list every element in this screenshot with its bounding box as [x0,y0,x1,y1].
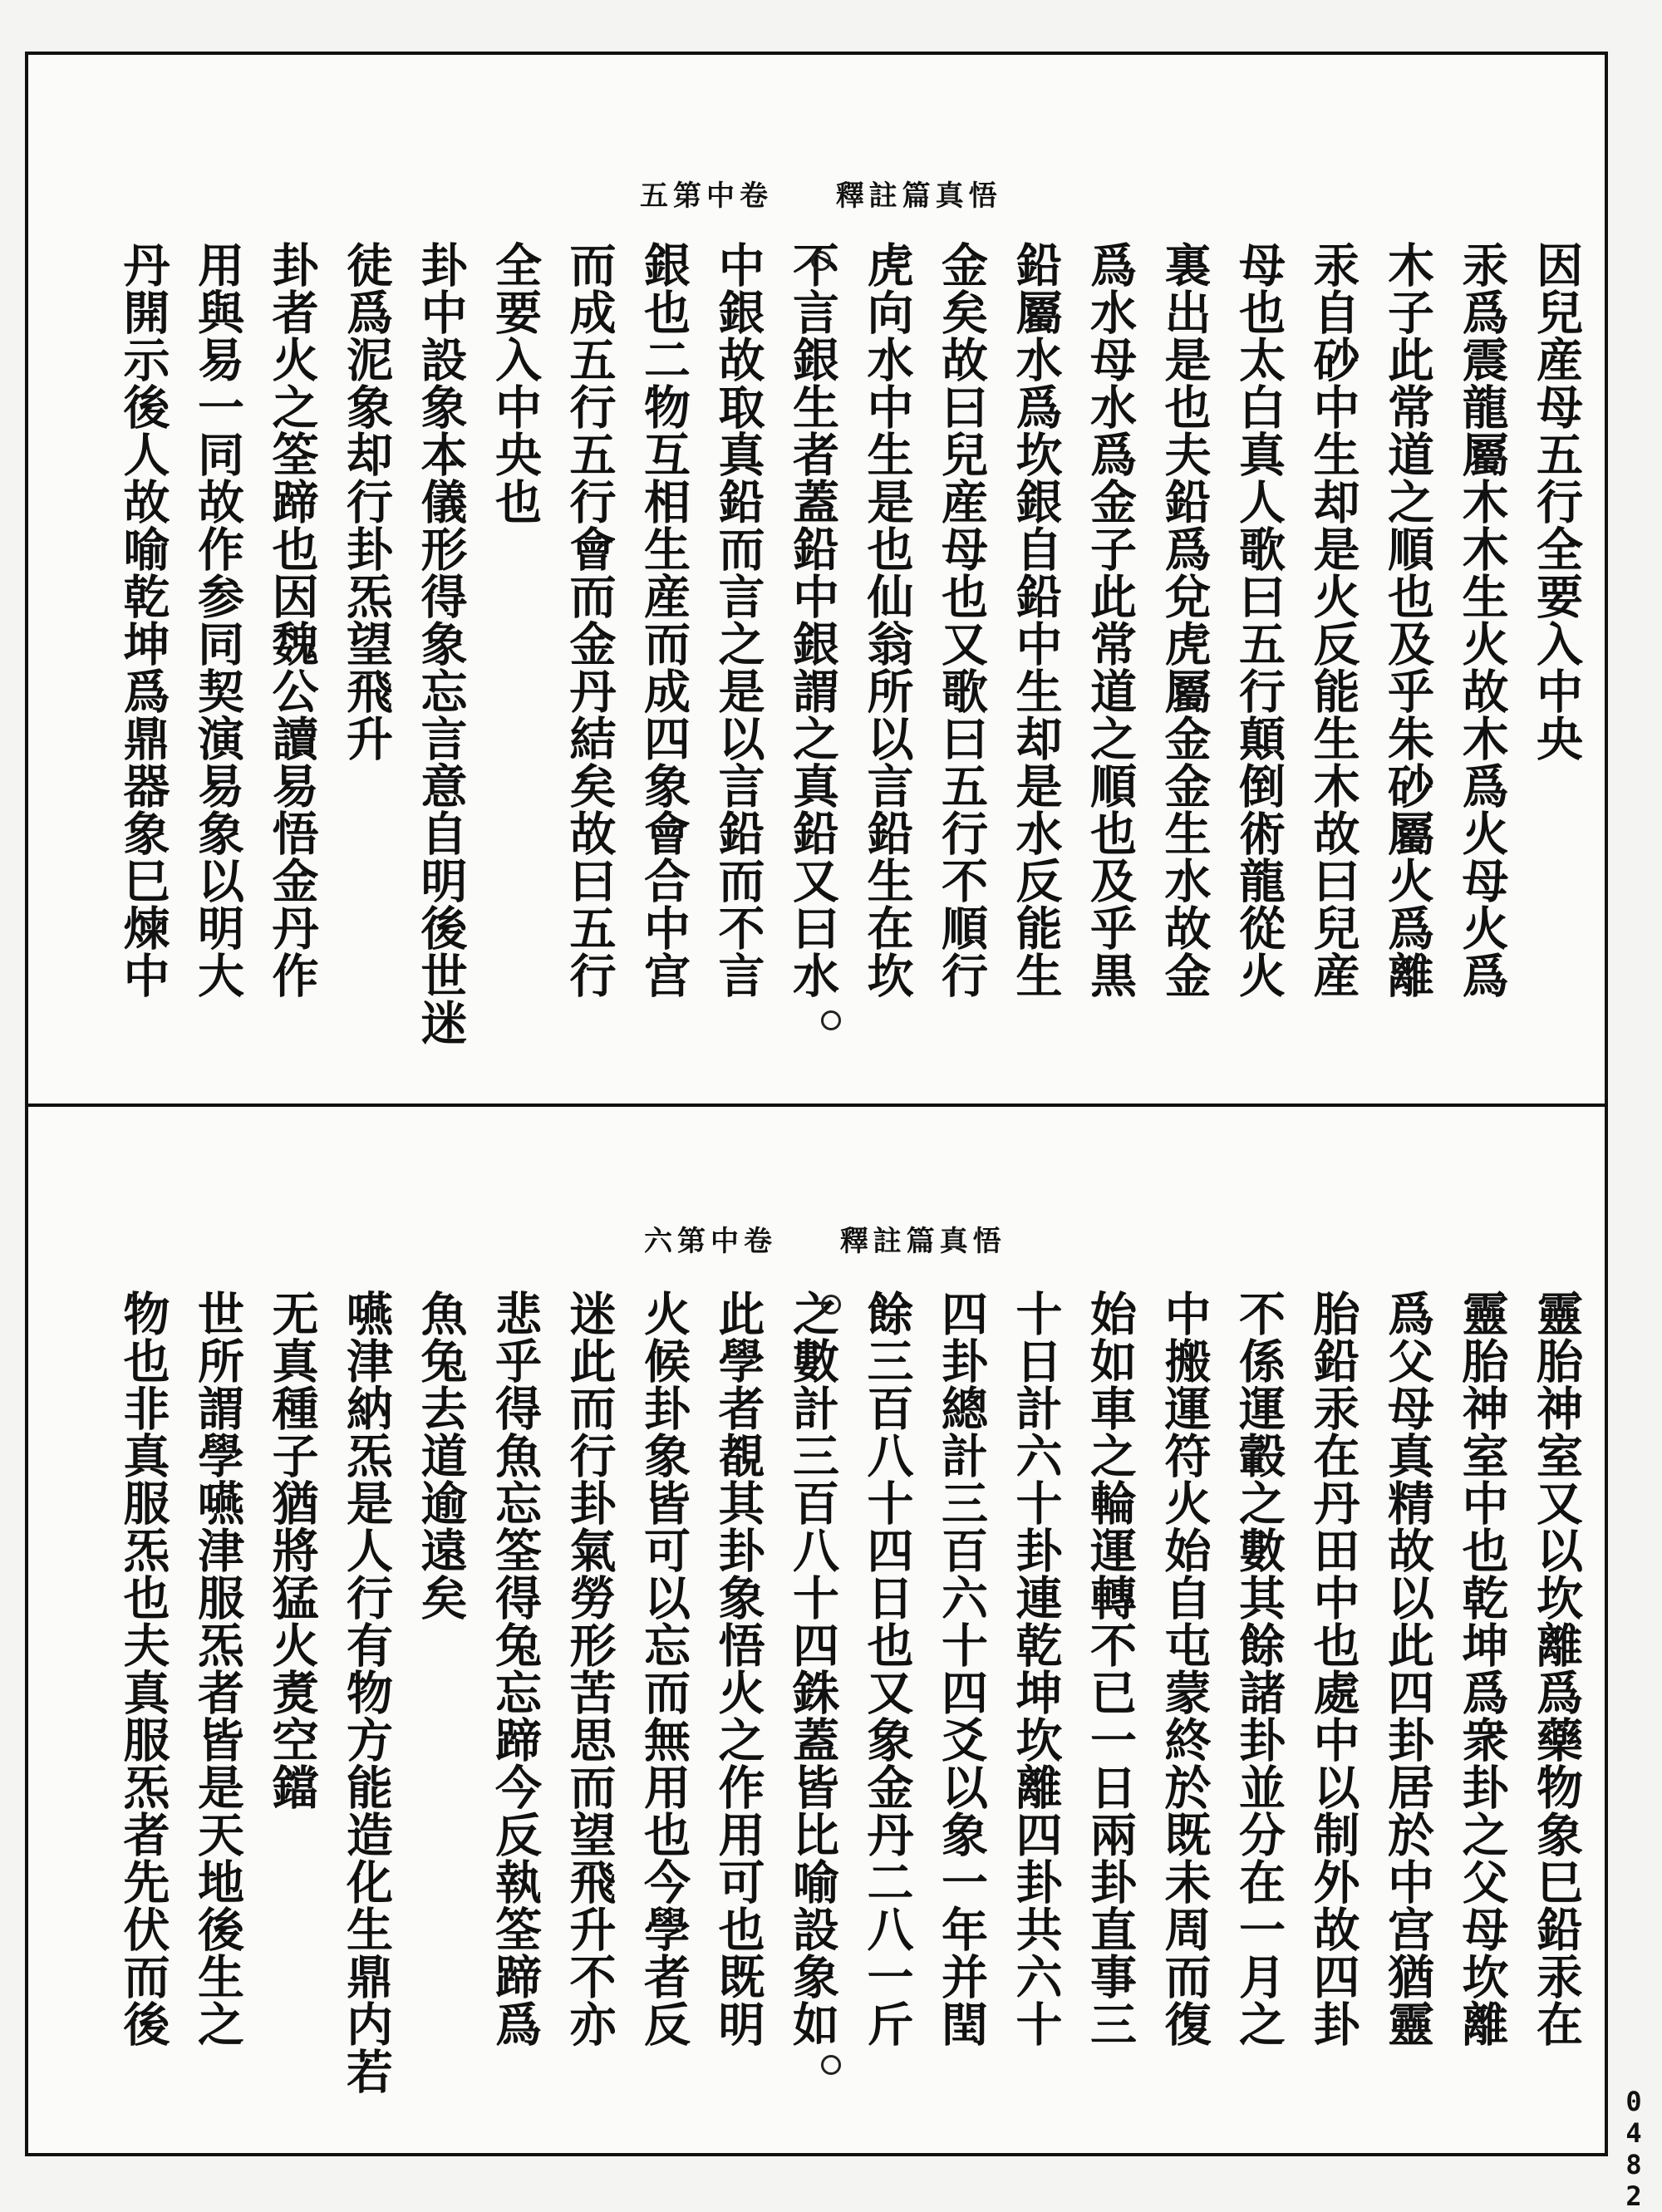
upper-text-column: 爲水母水爲金子此常道之順也及乎黒 [1083,241,1138,999]
lower-running-header [644,1218,1006,1259]
upper-text-column: 汞自砂中生却是火反能生木故曰兒産 [1306,241,1361,999]
lower-text-column: 无真種子猶將猛火煑空鐺 [264,1290,320,1811]
lower-text-column: 物也非真服炁也夫真服炁者先伏而後 [116,1290,171,2047]
lower-text-column: 魚兔去道逾遠矣 [413,1290,469,1621]
lower-text-column: 靈胎神室又以坎離爲藥物象巳鉛汞在 [1529,1290,1584,2047]
upper-text-column: 木子此常道之順也及乎朱砂屬火爲離 [1380,241,1435,999]
lower-text-column: 爲父母真精故以此四卦居於中宫猶靈 [1380,1290,1435,2047]
lower-text-column: 餘三百八十四日也又象金丹二八一斤 [859,1290,915,2047]
upper-text-column: 母也太白真人歌曰五行顛倒術龍從火 [1232,241,1286,999]
upper-text-column: 金矣故曰兒産母也又歌曰五行不順行 [934,241,989,999]
circle-mark [821,2055,841,2075]
lower-text-column: 嚥津納炁是人行有物方能造化生鼎内若 [339,1290,394,2095]
lower-text-column: 不係運轂之數其餘諸卦並分在一月之 [1232,1290,1286,2047]
upper-text-column: 因兒産母五行全要入中央 [1529,241,1584,762]
lower-text-column: 靈胎神室中也乾坤爲衆卦之父母坎離 [1454,1290,1510,2047]
page-number: 0482 [1618,2086,1650,2212]
lower-header-volume: 六第中卷 [644,1225,777,1258]
upper-text-column: 汞爲震龍屬木木生火故木爲火母火爲 [1454,241,1510,999]
lower-text-column: 胎鉛汞在丹田中也處中以制外故四卦 [1306,1290,1361,2047]
upper-text-column: 徒爲泥象却行卦炁望飛升 [339,241,394,762]
lower-header-title: 釋註篇真悟 [839,1225,1006,1258]
upper-text-column: 卦者火之筌蹄也因魏公讀易悟金丹作 [264,241,320,999]
circle-mark [821,1295,841,1315]
half-page-divider [25,1104,1608,1107]
lower-text-column: 火候卦象皆可以忘而無用也今學者反 [637,1290,691,2047]
circle-mark [821,1010,841,1030]
lower-text-column: 悲乎得魚忘筌得兔忘蹄今反執筌蹄爲 [488,1290,543,2047]
upper-text-column: 裏出是也夫鉛爲兌虎屬金金生水故金 [1157,241,1212,999]
upper-text-column: 卦中設象本儀形得象忘言意自明後世迷 [413,241,469,1046]
lower-text-column: 四卦總計三百六十四爻以象一年并閏 [934,1290,989,2047]
upper-header-title: 釋註篇真悟 [835,179,1002,213]
upper-text-column: 全要入中央也 [488,241,543,525]
upper-text-column: 中銀故取真鉛而言之是以言鉛而不言 [711,241,766,999]
lower-text-column: 此學者覩其卦象悟火之作用可也既明 [711,1290,766,2047]
upper-text-column: 虎向水中生是也仙翁所以言鉛生在坎 [859,241,915,999]
upper-text-column: 銀也二物互相生産而成四象會合中宫 [637,241,691,999]
upper-text-column: 而成五行五行會而金丹結矣故曰五行 [562,241,617,999]
lower-text-column: 十日計六十卦連乾坤坎離四卦共六十 [1008,1290,1064,2047]
upper-running-header [640,173,1002,214]
lower-text-column: 世所謂學嚥津服炁者皆是天地後生之 [190,1290,245,2047]
upper-text-column: 丹開示後人故喻乾坤爲鼎器象巳煉中 [116,241,171,999]
lower-text-column: 始如車之輪運轉不已一日兩卦直事三 [1083,1290,1138,2047]
upper-header-volume: 五第中卷 [640,179,773,213]
lower-text-column: 中搬運符火始自屯蒙終於既未周而復 [1157,1290,1212,2047]
upper-text-column: 鉛屬水爲坎銀自鉛中生却是水反能生 [1008,241,1064,999]
lower-text-column: 迷此而行卦氣勞形苦思而望飛升不亦 [562,1290,617,2047]
lower-text-column: 之數計三百八十四銖蓋皆比喻設象如 [785,1290,840,2047]
circle-mark [811,251,831,271]
upper-text-column: 用與易一同故作参同契演易象以明大 [190,241,245,999]
upper-text-column: 不言銀生者蓋鉛中銀謂之真鉛又曰水 [785,241,840,999]
